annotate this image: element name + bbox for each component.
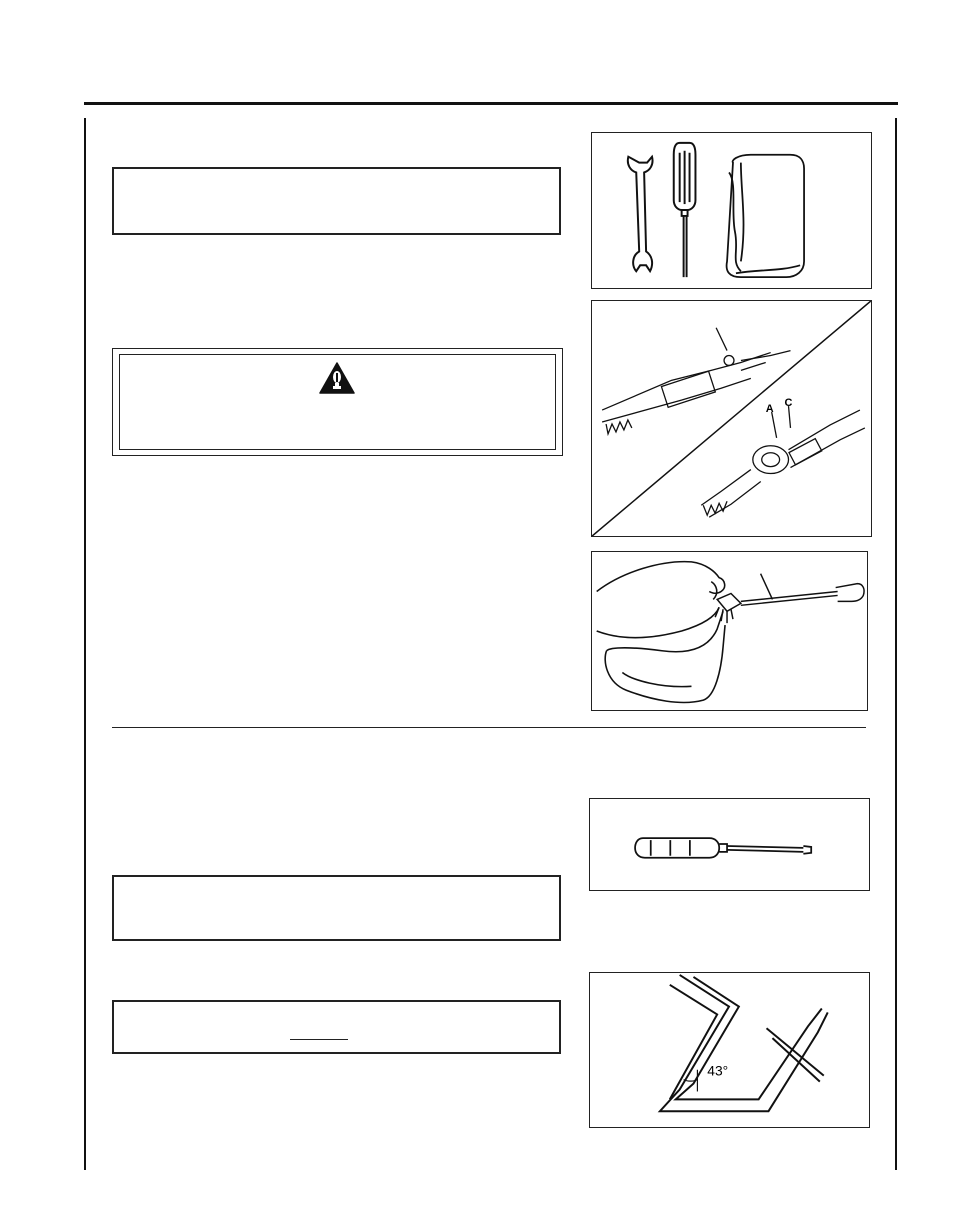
warning-triangle-icon [319, 362, 355, 394]
left-margin-rule [84, 118, 86, 1170]
note-box-3 [112, 1000, 561, 1054]
part-label-c: C [784, 397, 793, 410]
angle-label: 43° [707, 1062, 729, 1079]
wrench-icon [628, 157, 653, 272]
cloth-icon [727, 155, 804, 277]
figure-screwdriver [589, 798, 870, 891]
screwdriver-icon [635, 838, 811, 858]
screwdriver-icon [674, 143, 696, 277]
part-label-a: A [765, 403, 774, 416]
diagonal-divider [592, 301, 871, 536]
figure-trimmer-parts [591, 300, 872, 537]
trimmer-upper-icon [602, 328, 790, 434]
warning-box [112, 348, 563, 456]
top-rule [84, 102, 898, 105]
figure-tools [591, 132, 872, 289]
underline-mark [290, 1039, 348, 1040]
blade-profile-icon [660, 975, 828, 1111]
figure-cleaning [591, 551, 868, 711]
brush-icon [715, 574, 864, 623]
note-box-2 [112, 875, 561, 941]
figure-blade-angle [589, 972, 870, 1128]
section-divider [112, 727, 866, 728]
hand-icon [597, 562, 725, 703]
right-margin-rule [895, 118, 897, 1170]
note-box-1 [112, 167, 561, 235]
